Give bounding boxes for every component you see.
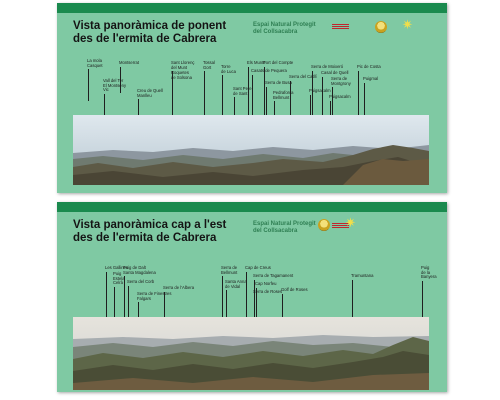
peak-label — [123, 266, 156, 275]
peak-label-line: Puigsacalm — [309, 88, 331, 93]
peak-label — [309, 89, 331, 94]
panorama-photo-west — [73, 115, 429, 185]
peak-label-line: de Sant — [233, 90, 248, 96]
star-logo: ✷ — [345, 215, 356, 230]
peak-label — [163, 286, 194, 291]
peak-label-line: Cap Norfeu — [255, 281, 277, 286]
peak-label — [225, 280, 247, 289]
peak-label-line: de la — [421, 269, 431, 275]
peak-label — [221, 65, 236, 74]
peak-label-line: Golf de Roses — [281, 287, 308, 292]
peak-label-line: Sant Pere — [233, 86, 252, 91]
peak-label-line: Creu de Quell — [137, 88, 163, 93]
peak-label-line: La mola — [87, 58, 102, 63]
peak-label-line: Vall del Ter — [103, 78, 124, 83]
peak-label — [245, 266, 271, 271]
peak-label-line: Tramuntana — [351, 273, 374, 278]
peak-label-line: Puig — [421, 265, 430, 270]
peak-label-line: Serra del Corb — [127, 279, 155, 284]
peak-label — [137, 292, 171, 301]
peak-label — [171, 61, 195, 70]
peak-label-line: Tossal — [203, 60, 215, 65]
peak-label-line: Puigmal — [363, 76, 379, 81]
peak-label-line: Santa Anna — [225, 279, 247, 284]
org-line-2: del Collsacabra — [253, 228, 298, 234]
peak-label-line: Puigsacalm — [329, 94, 351, 99]
peak-label-line: Serra de Finestres — [137, 291, 172, 296]
peak-label — [171, 71, 192, 80]
peak-label-line: Port del Compte — [263, 60, 294, 65]
peak-label — [421, 266, 437, 280]
peak-label-line: Serra de l'Albera — [163, 285, 195, 290]
peak-label — [87, 59, 103, 68]
peak-label-line: Manlleu — [137, 92, 152, 98]
peak-label-line: Casquet — [87, 62, 103, 68]
peak-label — [127, 280, 154, 285]
peak-label — [329, 95, 351, 100]
peak-label-line: Serra de Busa — [265, 80, 292, 85]
peak-label-line: de Vidal — [225, 283, 241, 289]
panorama-panel-east — [57, 202, 447, 392]
peak-label — [203, 61, 215, 70]
peak-label-line: Pic de Costa — [357, 64, 381, 69]
peak-label-line: Roquetes — [171, 70, 189, 75]
peak-label — [255, 282, 276, 287]
peak-label-line: Bellmunt — [273, 94, 290, 100]
panorama-panel-west — [57, 3, 447, 193]
peak-label — [351, 274, 373, 279]
peak-label — [331, 77, 351, 86]
peak-label-line: Falgars — [137, 295, 151, 301]
peak-label-line: Puig de Dalt — [123, 265, 146, 270]
peak-label-line: Bellmunt — [221, 269, 238, 275]
peak-label-line: de Solsona — [171, 74, 192, 80]
title-line-2: des de l'ermita de Cabrera — [73, 33, 217, 45]
peak-label-line: Serra de Tagamanent — [253, 273, 294, 278]
peak-label — [103, 79, 126, 93]
peak-label — [253, 274, 293, 279]
peak-label — [311, 65, 343, 70]
peak-label-line: Serra de Moixeró — [311, 64, 344, 69]
peak-label-line: Serra de Roses — [253, 289, 283, 294]
peak-label-line: Sant Llorenç — [171, 60, 195, 65]
peak-label-line: Banyera — [421, 274, 437, 280]
star-logo: ✷ — [402, 17, 413, 32]
peak-label — [281, 288, 308, 293]
peak-label — [265, 81, 292, 86]
peak-label-line: Serra de — [221, 265, 238, 270]
peak-label — [221, 266, 237, 275]
org-line-1: Espai Natural Protegit — [253, 22, 316, 28]
peak-label — [263, 61, 293, 66]
peak-label-line: Celrà — [113, 280, 124, 286]
peak-label-line: de Luca — [221, 68, 236, 74]
peak-leader-line — [88, 69, 89, 101]
peak-label — [137, 89, 163, 98]
peak-label-line: Vic — [103, 87, 109, 93]
peak-label — [321, 71, 348, 76]
org-line-2: del Collsacabra — [253, 29, 298, 35]
peak-label — [357, 65, 381, 70]
peak-label-line: Montserrat — [119, 60, 140, 65]
peak-label-line: del Munt — [171, 64, 188, 70]
peak-label-line: Serra de — [331, 76, 348, 81]
org-line-1: Espai Natural Protegit — [253, 221, 316, 227]
peak-label-line: Pedraforca — [273, 90, 294, 95]
peak-label — [119, 61, 139, 66]
peak-label-line: Els Munts — [247, 60, 266, 65]
peak-label-line: Casats de Pequera — [251, 68, 287, 73]
peak-label — [233, 87, 252, 96]
peak-label-line: Casal de Quell — [321, 70, 349, 75]
title-line-1: Vista panoràmica de ponent — [73, 20, 227, 32]
peak-label — [363, 77, 378, 82]
peak-label-line: Santa Magdalena — [123, 269, 156, 275]
peak-label-line: Gort — [203, 64, 212, 70]
peak-label-line: Torre — [221, 64, 231, 69]
title-line-2: des de l'ermita de Cabrera — [73, 232, 217, 244]
title-line-1: Vista panoràmica cap a l'est — [73, 219, 227, 231]
peak-label — [251, 69, 287, 74]
panorama-photo-east — [73, 317, 429, 390]
peak-label-line: Les Gallines — [105, 265, 129, 270]
peak-label-line: Estela — [113, 275, 125, 281]
peak-label-line: Cap de Creus — [245, 265, 271, 270]
peak-label — [253, 290, 282, 295]
peak-label-line: Serra del Catllí — [289, 74, 317, 79]
peak-label-line: El Montseny — [103, 82, 127, 88]
peak-label-line: Montgrony — [331, 80, 351, 86]
peak-label-line: Puig — [113, 271, 122, 276]
